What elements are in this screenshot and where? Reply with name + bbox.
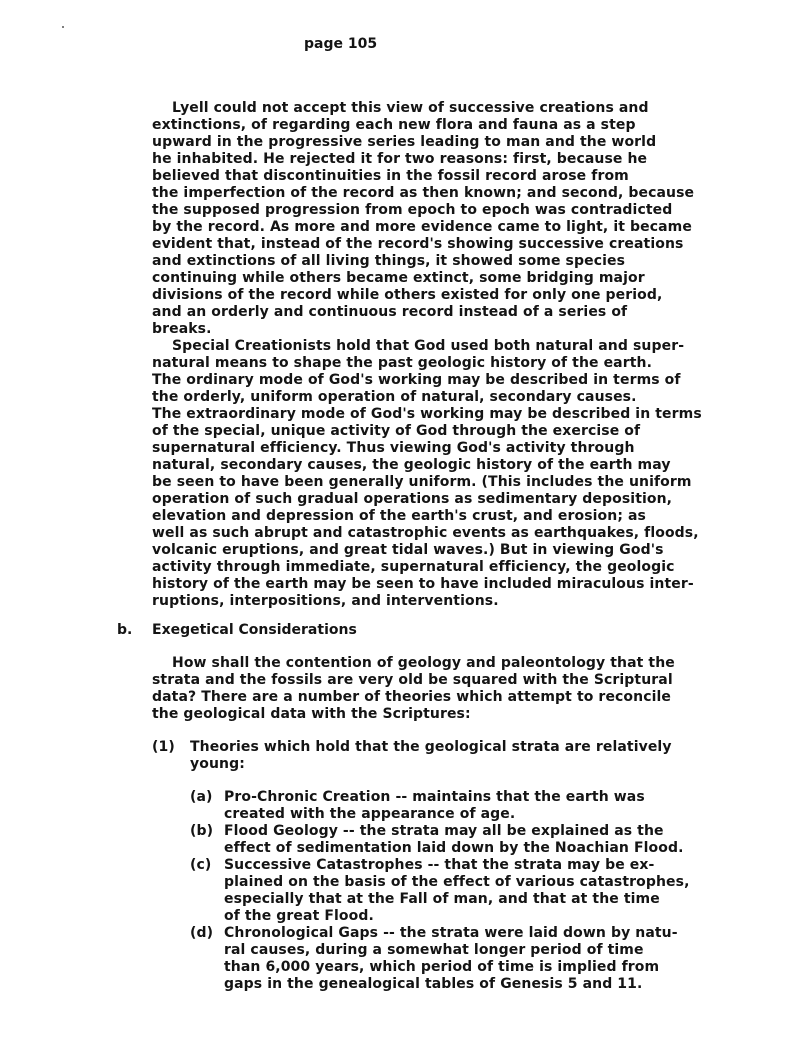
text-line: volcanic eruptions, and great tidal waves.) But in viewing God's	[152, 542, 664, 558]
scan-speck	[62, 26, 64, 28]
text-line: natural means to shape the past geologic history of the earth.	[152, 355, 653, 371]
list-marker: (1)	[152, 739, 175, 755]
text-line: the imperfection of the record as then known; and second, because	[152, 185, 695, 201]
list-marker: (c)	[190, 857, 212, 873]
text-line: he inhabited. He rejected it for two reasons: first, because he	[152, 151, 648, 167]
text-line: activity through immediate, supernatural efficiency, the geologic	[152, 559, 675, 575]
text-line: Chronological Gaps -- the strata were laid down by natu-	[224, 925, 678, 941]
text-line: operation of such gradual operations as sedimentary deposition,	[152, 491, 673, 507]
text-line: breaks.	[152, 321, 212, 337]
text-line: be seen to have been generally uniform. (This includes the uniform	[152, 474, 692, 490]
text-line: Pro-Chronic Creation -- maintains that the earth was	[224, 789, 645, 805]
text-line: ruptions, interpositions, and interventions.	[152, 593, 499, 609]
text-line: the supposed progression from epoch to epoch was contradicted	[152, 202, 673, 218]
text-line: ral causes, during a somewhat longer period of time	[224, 942, 644, 958]
text-line: well as such abrupt and catastrophic events as earthquakes, floods,	[152, 525, 699, 541]
text-line: divisions of the record while others existed for only one period,	[152, 287, 663, 303]
text-line: of the special, unique activity of God through the exercise of	[152, 423, 641, 439]
section-title: Exegetical Considerations	[152, 622, 357, 638]
text-line: Special Creationists hold that God used both natural and super-	[172, 338, 685, 354]
text-line: supernatural efficiency. Thus viewing God's activity through	[152, 440, 635, 456]
text-line: Flood Geology -- the strata may all be explained as the	[224, 823, 664, 839]
text-line: the orderly, uniform operation of natural, secondary causes.	[152, 389, 637, 405]
text-line: Successive Catastrophes -- that the strata may be ex-	[224, 857, 655, 873]
text-line: data? There are a number of theories which attempt to reconcile	[152, 689, 672, 705]
text-line: The extraordinary mode of God's working may be described in terms	[152, 406, 702, 422]
text-line: plained on the basis of the effect of various catastrophes,	[224, 874, 690, 890]
text-line: and an orderly and continuous record instead of a series of	[152, 304, 628, 320]
text-line: upward in the progressive series leading to man and the world	[152, 134, 657, 150]
text-line: created with the appearance of age.	[224, 806, 516, 822]
text-line: natural, secondary causes, the geologic history of the earth may	[152, 457, 671, 473]
text-line: strata and the fossils are very old be squared with the Scriptural	[152, 672, 673, 688]
text-line: than 6,000 years, which period of time is implied from	[224, 959, 660, 975]
list-marker: (a)	[190, 789, 213, 805]
text-line: history of the earth may be seen to have included miraculous inter-	[152, 576, 694, 592]
text-line: elevation and depression of the earth's crust, and erosion; as	[152, 508, 646, 524]
text-line: young:	[190, 756, 245, 772]
text-line: The ordinary mode of God's working may be described in terms of	[152, 372, 681, 388]
text-line: Lyell could not accept this view of successive creations and	[172, 100, 649, 116]
text-line: gaps in the genealogical tables of Genesis 5 and 11.	[224, 976, 643, 992]
text-line: continuing while others became extinct, some bridging major	[152, 270, 645, 286]
text-line: effect of sedimentation laid down by the Noachian Flood.	[224, 840, 684, 856]
section-marker: b.	[117, 622, 133, 638]
text-line: and extinctions of all living things, it showed some species	[152, 253, 626, 269]
text-line: believed that discontinuities in the fossil record arose from	[152, 168, 629, 184]
text-line: especially that at the Fall of man, and that at the time	[224, 891, 660, 907]
text-line: evident that, instead of the record's showing successive creations	[152, 236, 684, 252]
text-line: How shall the contention of geology and paleontology that the	[172, 655, 675, 671]
text-line: by the record. As more and more evidence came to light, it became	[152, 219, 692, 235]
text-line: extinctions, of regarding each new flora and fauna as a step	[152, 117, 636, 133]
list-marker: (d)	[190, 925, 214, 941]
page-header: page 105	[304, 36, 378, 52]
text-line: of the great Flood.	[224, 908, 374, 924]
list-marker: (b)	[190, 823, 214, 839]
text-line: the geological data with the Scriptures:	[152, 706, 471, 722]
text-line: Theories which hold that the geological strata are relatively	[190, 739, 672, 755]
